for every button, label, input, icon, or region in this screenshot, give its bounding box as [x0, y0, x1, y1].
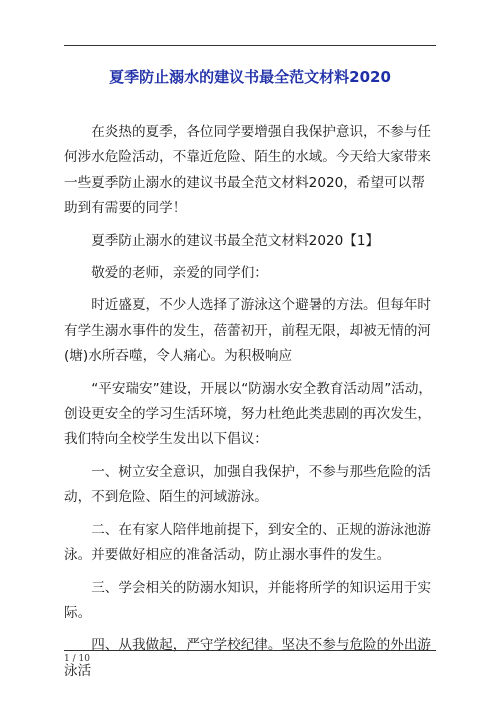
header-rule [64, 45, 436, 46]
document-title: 夏季防止溺水的建议书最全范文材料2020 [109, 68, 391, 86]
paragraph: 夏季防止溺水的建议书最全范文材料2020【1】 [91, 232, 380, 249]
paragraph: 三、学会相关的防溺水知识，并能将所学的知识运用于实际。 [64, 579, 432, 621]
paragraph: 时近盛夏，不少人选择了游泳这个避暑的方法。但每年时有学生溺水事件的发生，蓓蕾初开，前程无限，却被无情的河(塘)水所吞噬，令人痛心。为积极响应 [64, 297, 432, 365]
paragraph: 二、在有家人陪伴地前提下，到安全的、正规的游泳池游泳。并要做好相应的准备活动，防止溺水事件的发生。 [64, 521, 432, 564]
paragraph: 一、树立安全意识，加强自我保护，不参与那些危险的活动，不到危险、陌生的河域游泳。 [64, 463, 432, 506]
paragraph: “平安瑞安”建设，开展以“防溺水安全教育活动周”活动，创设更安全的学习生活环境，努力杜绝此类悲剧的再次发生，我们特向全校学生发出以下倡议： [64, 380, 433, 448]
footer-rule [64, 650, 436, 651]
paragraph: 四、从我做起，严守学校纪律。坚决不参与危险的外出游泳活 [64, 637, 432, 679]
paragraph: 敬爱的老师，亲爱的同学们： [91, 265, 268, 282]
document-body [64, 120, 436, 684]
page-number: 1 / 10 [64, 654, 90, 664]
paragraph: 在炎热的夏季，各位同学要增强自我保护意识，不参与任何涉水危险活动，不靠近危险、陌生的水域。今天给大家带来一些夏季防止溺水的建议书最全范文材料2020，希望可以帮助到有需要的同学！ [64, 124, 432, 217]
